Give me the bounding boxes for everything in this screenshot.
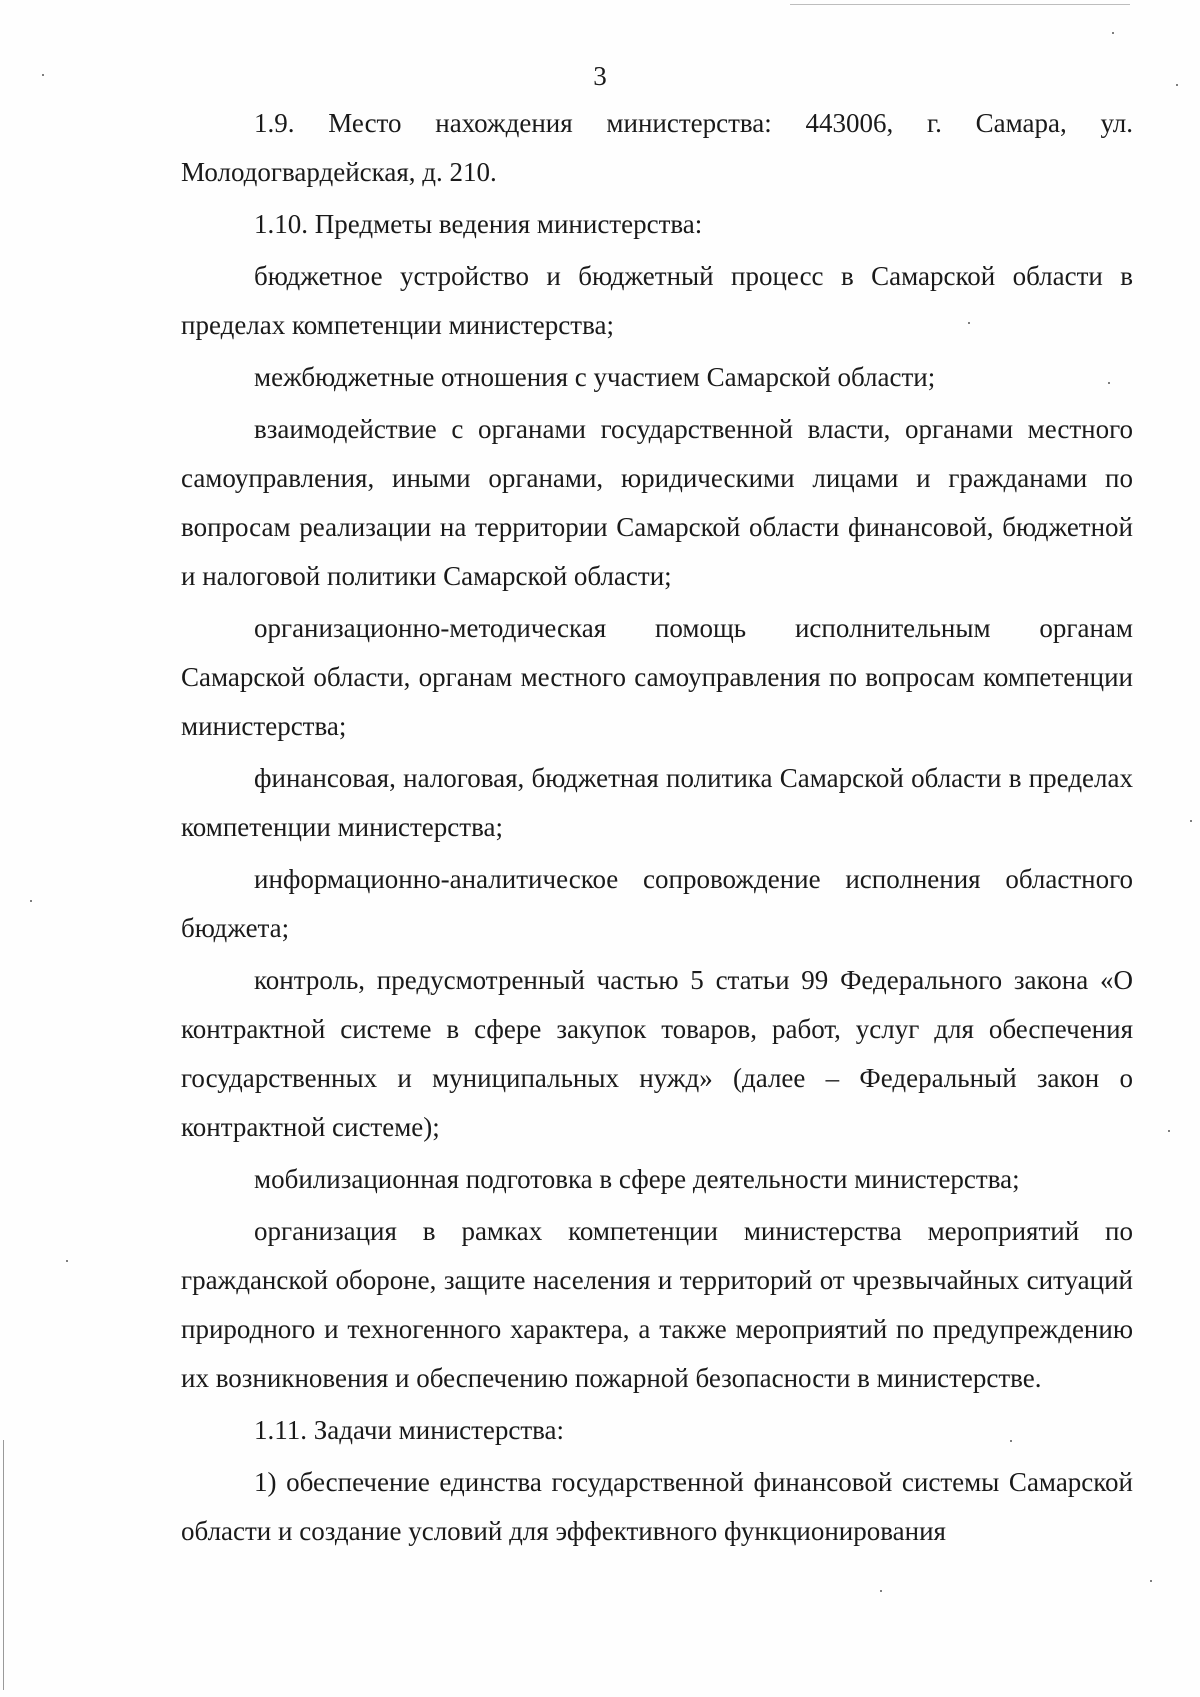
scan-speck <box>1010 1440 1012 1442</box>
scan-speck <box>42 74 44 76</box>
scan-speck <box>968 322 970 324</box>
scan-speck <box>1108 382 1110 384</box>
paragraph-control: контроль, предусмотренный частью 5 статьи 99 Федерального закона «О контрактной системе в сфере закупок товаров, работ, услуг для обеспечения государственных и муниципальных нужд» (далее – Федеральный закон о контрактной системе); <box>181 965 1133 1142</box>
scan-left-edge <box>3 1440 4 1690</box>
paragraph-subjects-heading: 1.10. Предметы ведения министерства: <box>254 209 703 239</box>
scan-speck <box>880 1590 882 1592</box>
paragraph-task-1: 1) обеспечение единства государственной финансовой системы Самарской области и создание условий для эффективного функционирования <box>181 1467 1133 1546</box>
scan-speck <box>1168 1130 1170 1132</box>
paragraph-interbudget-relations: межбюджетные отношения с участием Самарской области; <box>254 362 936 392</box>
paragraph-location: 1.9. Место нахождения министерства: 443006, г. Самара, ул. Молодогвардейская, д. 210. <box>181 108 1133 187</box>
document-body <box>181 96 1133 1556</box>
scan-speck <box>66 1260 68 1262</box>
paragraph-budget-structure: бюджетное устройство и бюджетный процесс в Самарской области в пределах компетенции министерства; <box>181 261 1133 340</box>
paragraph-financial-policy: финансовая, налоговая, бюджетная политика Самарской области в пределах компетенции министерства; <box>181 763 1133 842</box>
page-number: 3 <box>593 61 607 91</box>
paragraph-methodical-help: организационно-методическая помощь исполнительным органам Самарской области, органам местного самоуправления по вопросам компетенции министерства; <box>181 613 1133 741</box>
paragraph-tasks-heading: 1.11. Задачи министерства: <box>254 1415 565 1445</box>
scan-speck <box>1190 820 1192 822</box>
paragraph-mobilization: мобилизационная подготовка в сфере деятельности министерства; <box>254 1164 1020 1194</box>
scan-top-edge <box>790 4 1130 5</box>
scan-speck <box>30 900 32 902</box>
paragraph-analytics: информационно-аналитическое сопровождение исполнения областного бюджета; <box>181 864 1133 943</box>
scan-speck <box>1112 32 1114 34</box>
scan-speck <box>1176 84 1178 86</box>
scan-speck <box>1150 1580 1152 1582</box>
paragraph-civil-defense: организация в рамках компетенции министерства мероприятий по гражданской обороне, защите населения и территорий от чрезвычайных ситуаций природного и техногенного характера, а также мероприятий по предупреждению их возникновения и обеспечению пожарной безопасности в министерстве. <box>181 1216 1133 1393</box>
paragraph-interaction: взаимодействие с органами государственной власти, органами местного самоуправления, иными органами, юридическими лицами и гражданами по вопросам реализации на территории Самарской области финансовой, бюджетной и налоговой политики Самарской области; <box>181 414 1133 591</box>
